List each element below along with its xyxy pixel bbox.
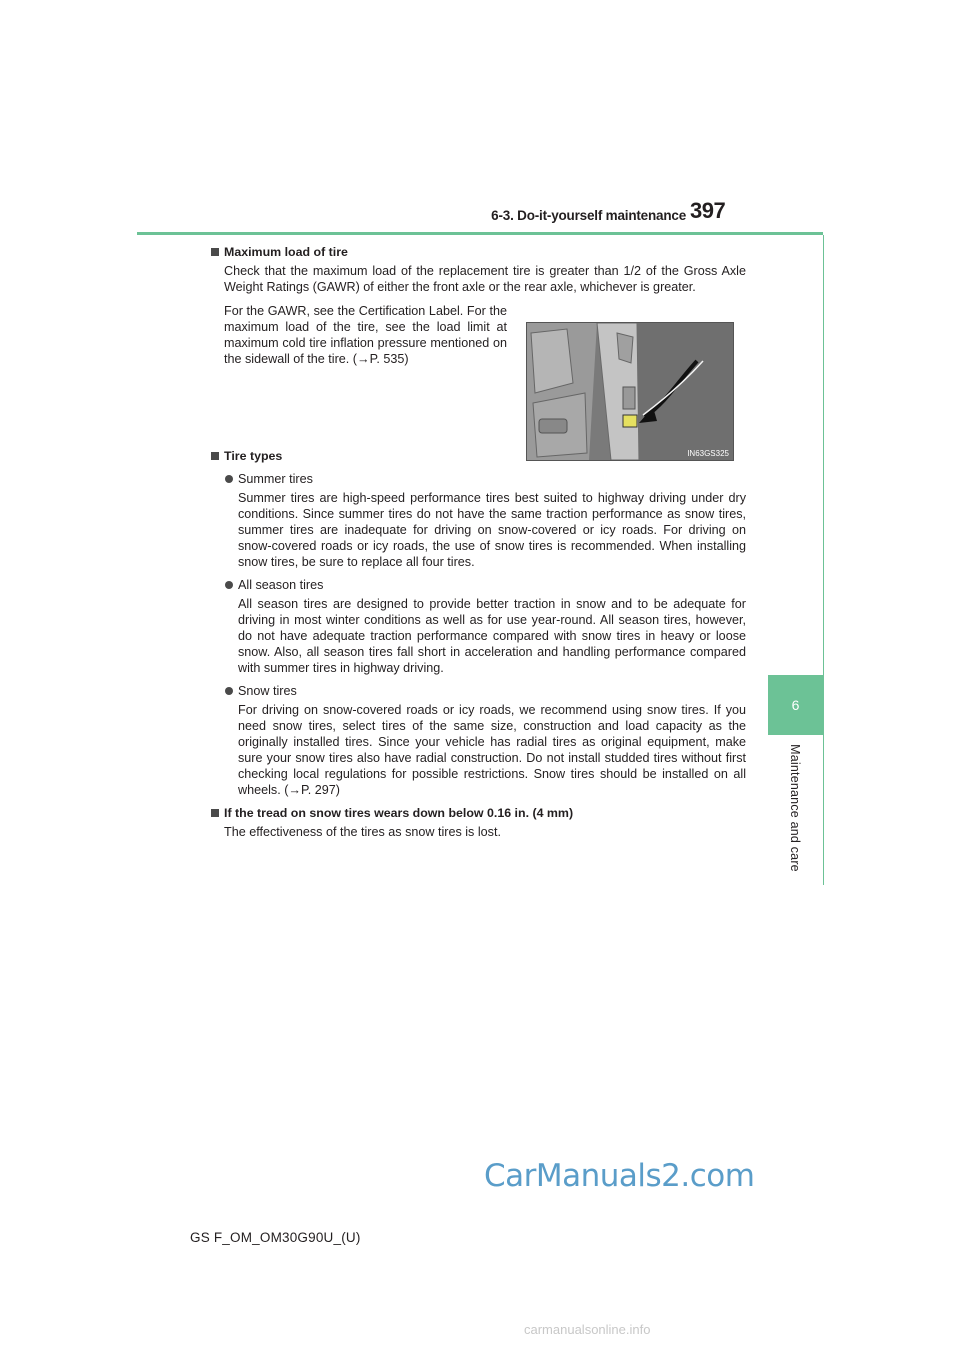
watermark-carmanuals2: CarManuals2.com — [484, 1158, 755, 1194]
figure-code: IN63GS325 — [687, 449, 729, 458]
door-pillar-drawing — [527, 323, 733, 460]
chapter-tab: 6 — [768, 675, 823, 735]
summer-tires-body: Summer tires are high-speed performance tires best suited to highway driving under dry conditions. Since summer tires do not have the same traction performance as snow tires, summer tires are inadequate for driving on snow-covered or icy roads. For driving on snow-covered roads or icy roads, the use of snow tires is recommended. When installing snow tires, be sure to replace all four tires. — [238, 491, 746, 569]
section-title: 6-3. Do-it-yourself maintenance — [491, 208, 686, 223]
tread-wear-body: The effectiveness of the tires as snow tires is lost. — [224, 825, 501, 839]
heading-text: If the tread on snow tires wears down below 0.16 in. (4 mm) — [224, 806, 574, 820]
max-load-paragraph: Check that the maximum load of the replacement tire is greater than 1/2 of the Gross Axle Weight Ratings (GAWR) of either the front axle or the rear axle, whichever is greater. — [224, 264, 746, 294]
bullet-summer-tires — [224, 471, 746, 487]
round-bullet-icon — [225, 687, 233, 695]
square-bullet-icon — [211, 248, 219, 256]
round-bullet-icon — [225, 581, 233, 589]
header-rule — [137, 232, 823, 235]
bullet-title: Summer tires — [238, 472, 313, 486]
heading-tread-wear — [210, 805, 746, 821]
heading-text: Tire types — [224, 449, 283, 463]
bullet-title: Snow tires — [238, 684, 297, 698]
heading-text: Maximum load of tire — [224, 245, 348, 259]
snow-tires-body: For driving on snow-covered roads or icy roads, we recommend using snow tires. If you need snow tires, select tires of the same size, construction and load capacity as the originally installed tires. Since your vehicle has radial tires as original equipment, make sure your snow tires also have radial construction. Do not install studded tires without first checking local regulations for possible restrictions. Snow tires should be installed on all wheels. (→P. 297) — [238, 703, 746, 797]
bullet-title: All season tires — [238, 578, 324, 592]
bullet-all-season-tires — [224, 577, 746, 593]
bullet-snow-tires — [224, 683, 746, 699]
all-season-tires-body: All season tires are designed to provide better traction in snow and to be adequate for driving in most winter conditions as well as for use year-round. All season tires, however, do not have adequate traction performance compared with snow tires in heavy or loose snow. Also, all season tires fall short in acceleration and handling performance compared with summer tires in highway driving. — [238, 597, 746, 675]
heading-maximum-load — [210, 244, 746, 260]
watermark-carmanualsonline: carmanualsonline.info — [524, 1322, 651, 1337]
gawr-paragraph: For the GAWR, see the Certification Label. For the maximum load of the tire, see the load limit at maximum cold tire inflation pressure mentioned on the sidewall of the tire. (→P. 535) — [224, 304, 507, 366]
certification-label-illustration — [526, 322, 734, 461]
page-number: 397 — [690, 198, 726, 223]
footer-code: GS F_OM_OM30G90U_(U) — [190, 1230, 361, 1245]
side-rule — [823, 235, 824, 885]
chapter-label: Maintenance and care — [788, 744, 802, 872]
square-bullet-icon — [211, 452, 219, 460]
square-bullet-icon — [211, 809, 219, 817]
round-bullet-icon — [225, 475, 233, 483]
